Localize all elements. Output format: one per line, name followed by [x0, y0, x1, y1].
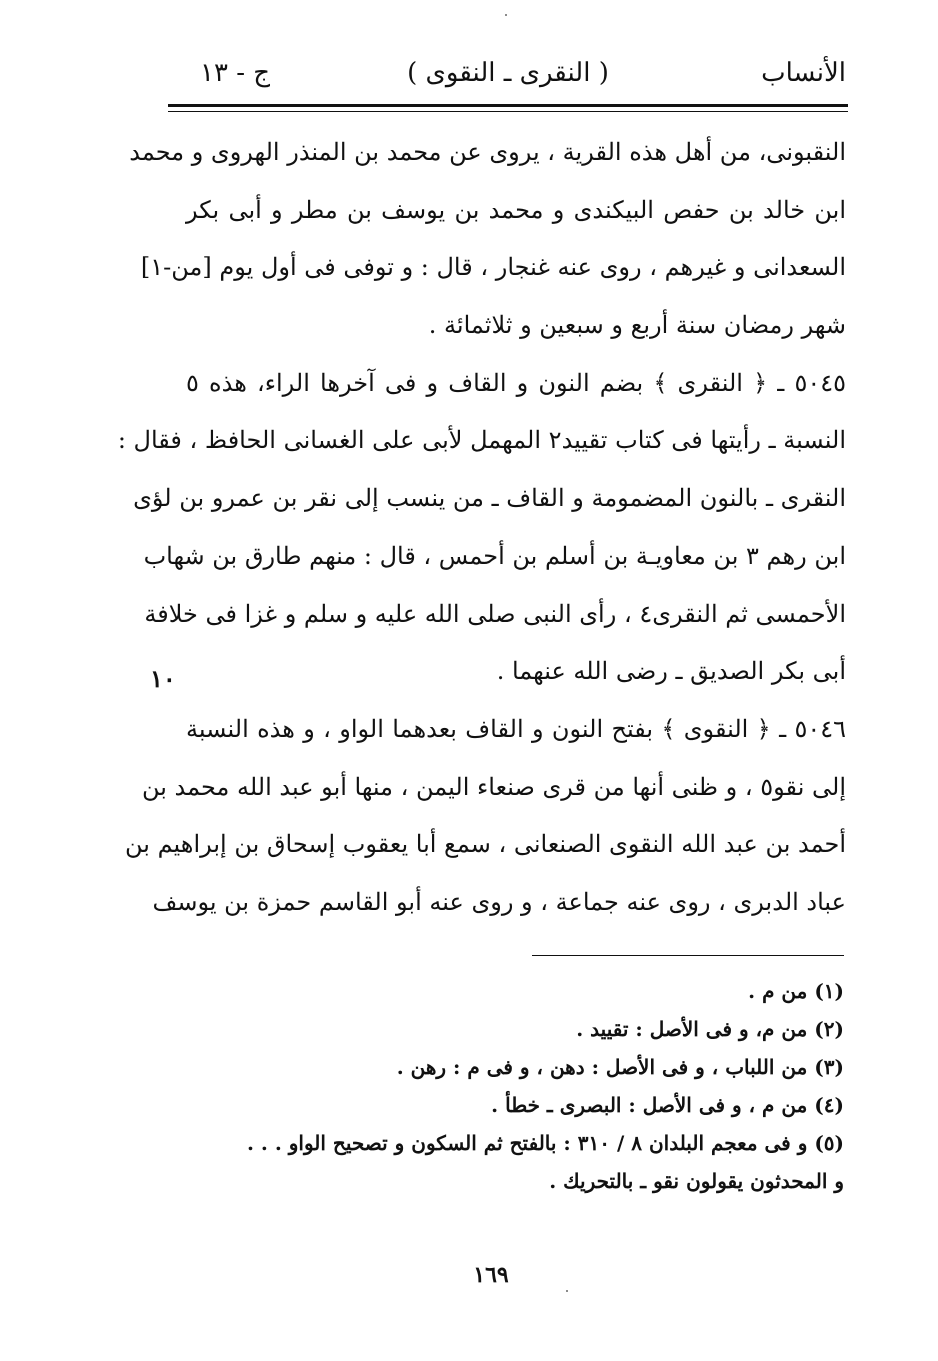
text-line: النسبة ـ رأيتها فى كتاب تقييد٢ المهمل لأبى على الغسانى الحافظ ، فقال : — [117, 426, 846, 455]
footnote: (٥) و فى معجم البلدان ٨ / ٣١٠ : بالفتح ثم السكون و تصحيح الواو . . . — [246, 1131, 844, 1155]
margin-line-number: ١٠ — [150, 664, 176, 693]
text-line: أبى بكر الصديق ـ رضى الله عنهما . — [496, 657, 846, 686]
footnotes — [180, 972, 844, 1200]
text-line: إلى نقو٥ ، و ظنى أنها من قرى صنعاء اليمن ، منها أبو عبد الله محمد بن — [141, 772, 846, 801]
footnote: (٣) من اللباب ، و فى الأصل : دهن ، و فى م : رهن . — [396, 1055, 844, 1079]
running-header — [170, 58, 846, 98]
section-title: ( النقرى ـ النقوى ) — [407, 58, 609, 88]
text-line: ابن خالد بن حفص البيكندى و محمد بن يوسف بن مطر و أبى بكر — [186, 195, 847, 224]
volume-label: ج - ١٣ — [200, 58, 271, 88]
entry-5046-heading-line: ٥٠٤٦ ـ ﴿ النقوى ﴾ بفتح النون و القاف بعدهما الواو ، و هذه النسبة — [186, 714, 846, 743]
text-line: السعدانى و غيرهم ، روى عنه غنجار ، قال : و توفى فى أول يوم [من-١] — [140, 253, 846, 282]
text-line: الأحمسى ثم النقرى٤ ، رأى النبى صلى الله عليه و سلم و غزا فى خلافة — [144, 599, 846, 628]
entry-5045-heading-line: ٥٠٤٥ ـ ﴿ النقرى ﴾ بضم النون و القاف و فى آخرها الراء، هذه ٥ — [186, 368, 846, 397]
text-line: أحمد بن عبد الله النقوى الصنعانى ، سمع أبا يعقوب إسحاق بن إبراهيم بن — [125, 830, 846, 859]
book-title: الأنساب — [761, 58, 846, 88]
footnote: (١) من م . — [748, 979, 844, 1003]
text-line: شهر رمضان سنة أربع و سبعين و ثلاثمائة . — [428, 311, 846, 340]
text-line: النقرى ـ بالنون المضمومة و القاف ـ من ينسب إلى نقر بن عمرو بن لؤى — [133, 484, 846, 513]
text-line: ابن رهم ٣ بن معاويـة بن أسلم بن أحمس ، قال : منهم طارق بن شهاب — [143, 541, 846, 570]
footnote: (٢) من م، و فى الأصل : تقييد . — [576, 1017, 844, 1041]
footnote-continuation: و المحدثون يقولون نقو ـ بالتحريك . — [549, 1169, 844, 1193]
footnote-separator — [532, 955, 844, 956]
footnote: (٤) من م ، و فى الأصل : البصرى ـ خطأ . — [491, 1093, 844, 1117]
text-line: عباد الدبرى ، روى عنه جماعة ، و روى عنه أبو القاسم حمزة بن يوسف — [152, 887, 846, 916]
header-rule-thick — [168, 104, 848, 107]
page-number: ١٦٩ — [473, 1262, 509, 1288]
text-line: النقبونى، من أهل هذه القرية ، يروى عن محمد بن المنذر الهروى و محمد — [129, 138, 846, 166]
scan-speck — [505, 14, 507, 16]
scan-speck — [566, 1290, 568, 1292]
header-rule-thin — [168, 111, 848, 112]
